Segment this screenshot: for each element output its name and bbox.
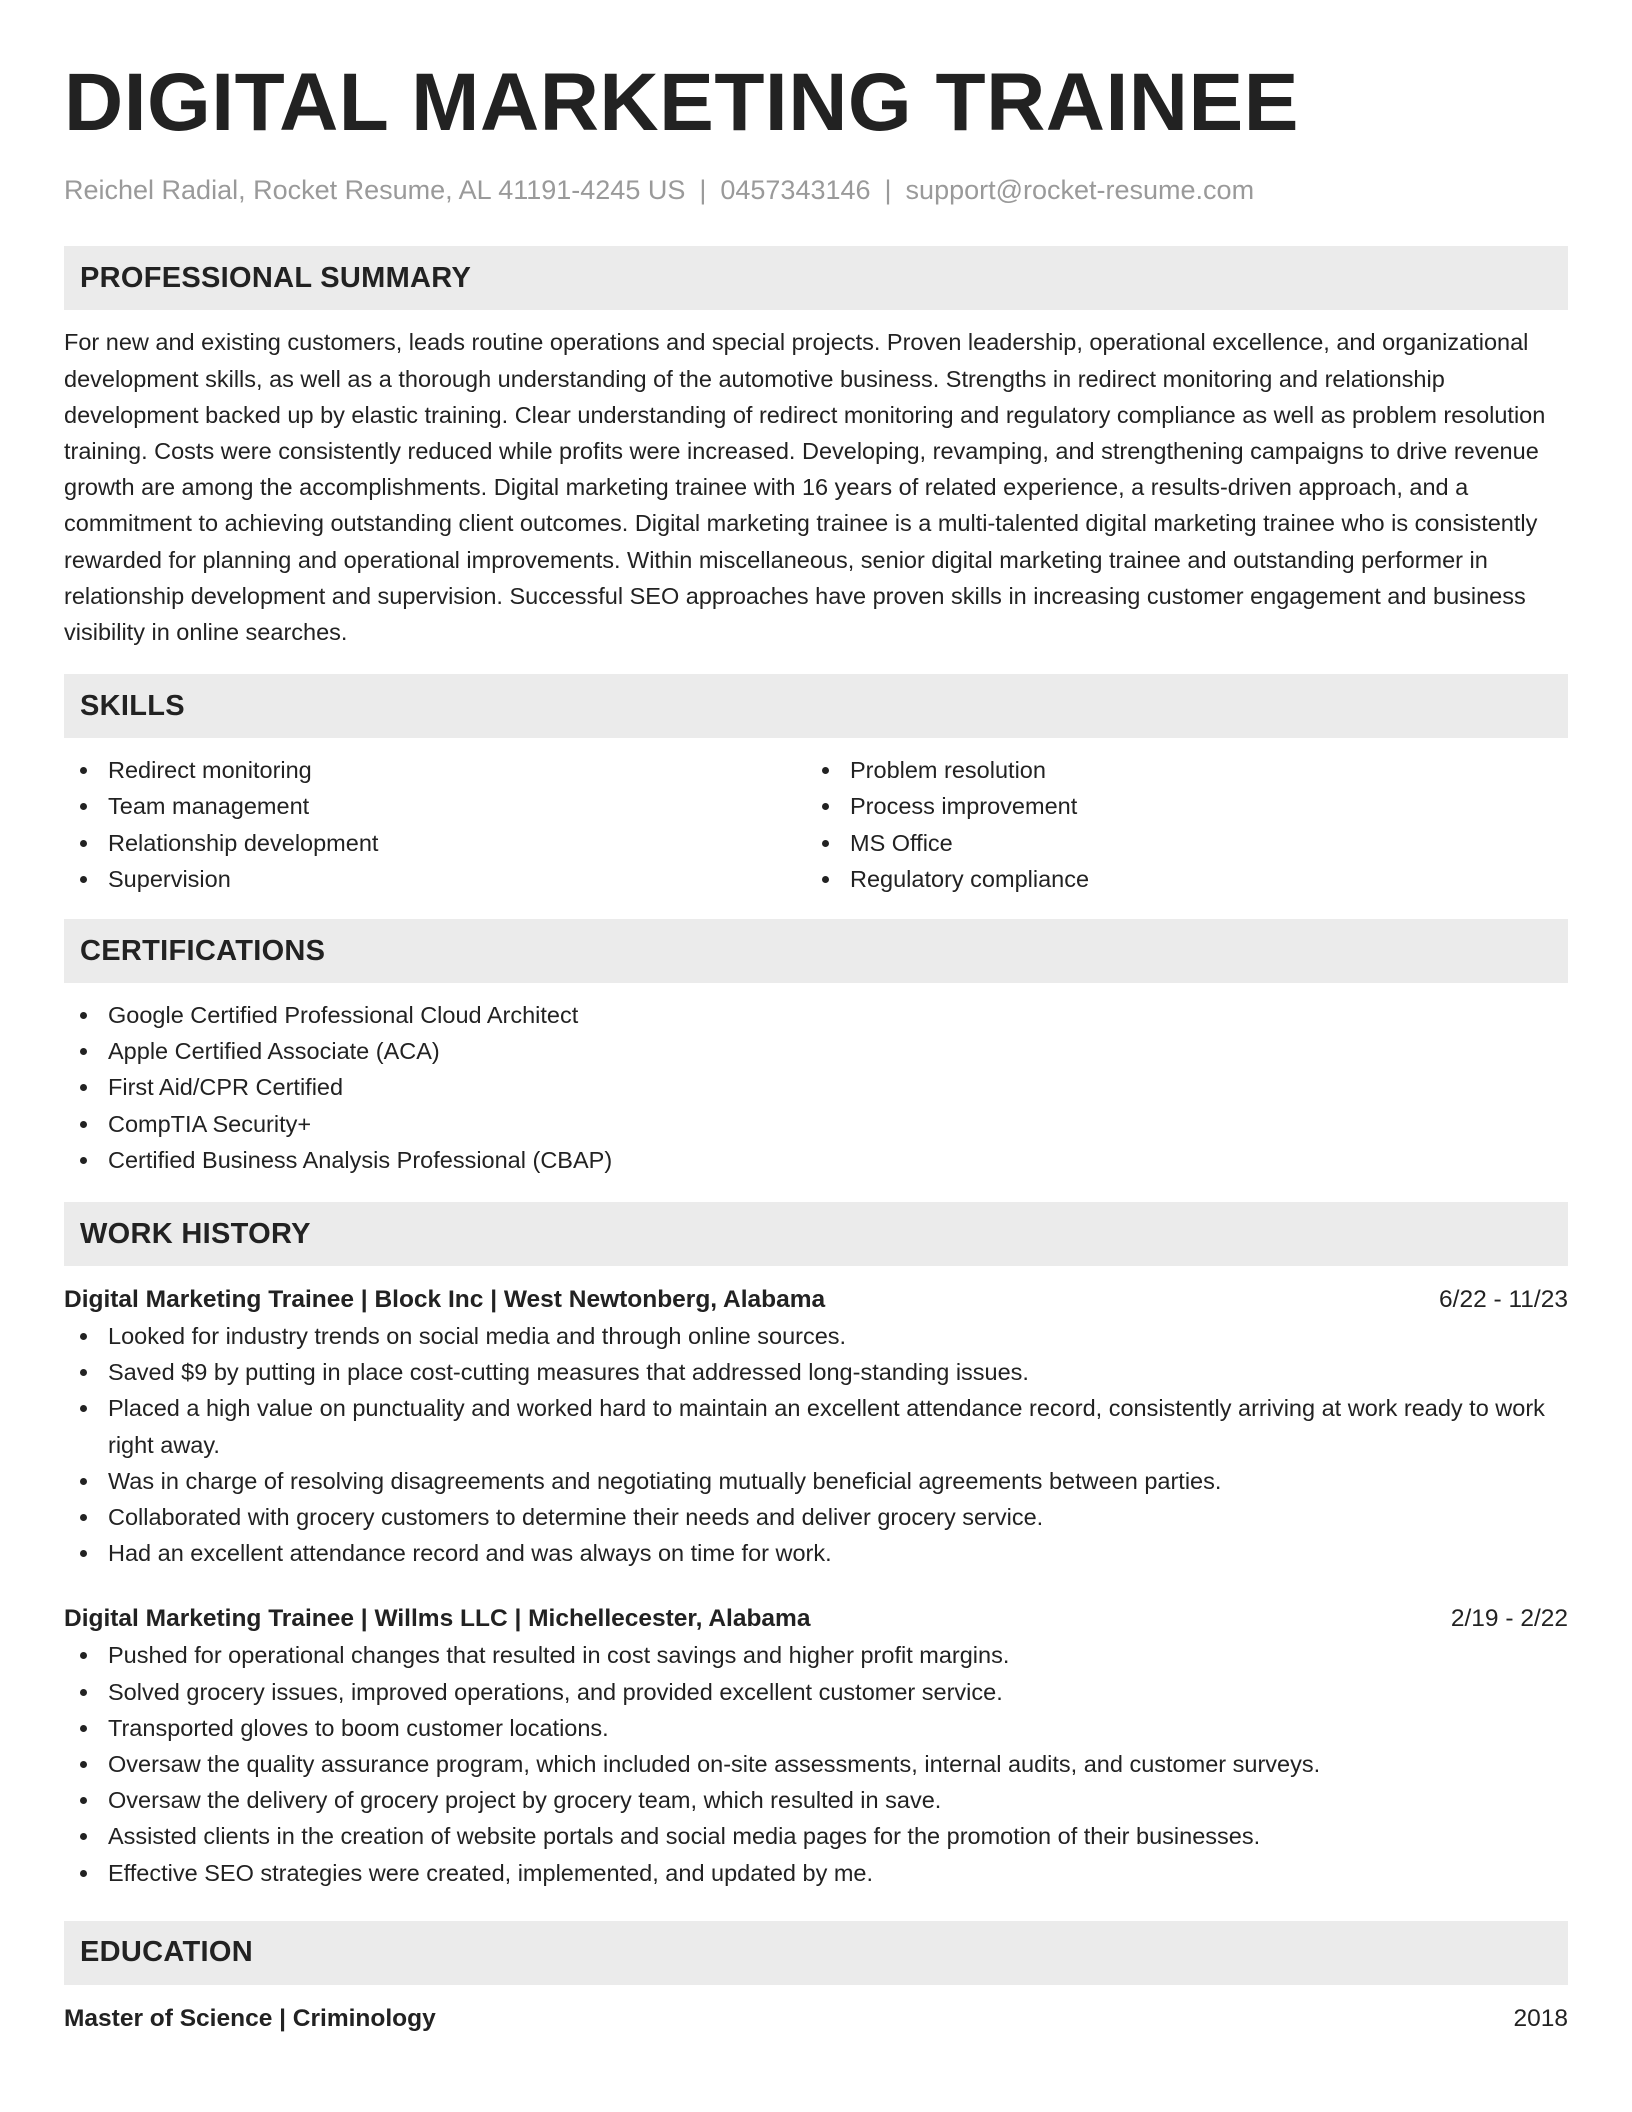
skill-item: Relationship development (64, 825, 806, 861)
skills-grid (64, 752, 1568, 897)
section-heading-education: EDUCATION (64, 1921, 1568, 1985)
skill-item: Problem resolution (806, 752, 1548, 788)
job-bullet: Looked for industry trends on social media and through online sources. (64, 1318, 1568, 1354)
job-bullet: Pushed for operational changes that resulted in cost savings and higher profit margins. (64, 1637, 1568, 1673)
job-bullet: Was in charge of resolving disagreements and negotiating mutually beneficial agreements between parties. (64, 1463, 1568, 1499)
education-entry (64, 2001, 1568, 2037)
certification-item: Certified Business Analysis Professional (CBAP) (64, 1142, 1568, 1178)
certifications-list (64, 997, 1568, 1178)
skills-list-left (64, 752, 806, 897)
contact-email: support@rocket-resume.com (905, 175, 1255, 205)
contact-phone: 0457343146 (720, 175, 871, 205)
job-bullet: Placed a high value on punctuality and worked hard to maintain an excellent attendance record, consistently arriving at work ready to work right away. (64, 1390, 1568, 1462)
education-year: 2018 (1513, 2004, 1568, 2032)
skill-item: Redirect monitoring (64, 752, 806, 788)
section-heading-certifications: CERTIFICATIONS (64, 919, 1568, 983)
skills-list-right (806, 752, 1548, 897)
certification-item: CompTIA Security+ (64, 1106, 1568, 1142)
skill-item: Process improvement (806, 788, 1548, 824)
job-bullet-list (64, 1318, 1568, 1571)
job-bullet: Saved $9 by putting in place cost-cutting measures that addressed long-standing issues. (64, 1354, 1568, 1390)
skill-item: Team management (64, 788, 806, 824)
skill-item: Supervision (64, 861, 806, 897)
job-bullet: Collaborated with grocery customers to determine their needs and deliver grocery service. (64, 1499, 1568, 1535)
certification-item: Apple Certified Associate (ACA) (64, 1033, 1568, 1069)
job-bullet: Oversaw the delivery of grocery project by grocery team, which resulted in save. (64, 1782, 1568, 1818)
job-header (64, 1282, 1568, 1318)
job-bullet: Assisted clients in the creation of website portals and social media pages for the promotion of their businesses. (64, 1818, 1568, 1854)
job-bullet: Transported gloves to boom customer locations. (64, 1710, 1568, 1746)
resume-page (64, 50, 1568, 2037)
job-bullet: Had an excellent attendance record and was always on time for work. (64, 1535, 1568, 1571)
job-header (64, 1601, 1568, 1637)
section-heading-summary: PROFESSIONAL SUMMARY (64, 246, 1568, 310)
education-degree: Master of Science | Criminology (64, 2004, 436, 2032)
skill-item: Regulatory compliance (806, 861, 1548, 897)
job-bullet: Effective SEO strategies were created, implemented, and updated by me. (64, 1855, 1568, 1891)
job-title: Digital Marketing Trainee | Block Inc | West Newtonberg, Alabama (64, 1286, 826, 1314)
section-heading-skills: SKILLS (64, 674, 1568, 738)
section-heading-work-history: WORK HISTORY (64, 1202, 1568, 1266)
summary-text: For new and existing customers, leads routine operations and special projects. Proven leadership, operational excellence, and organizational development skills, as well as a thorough understanding of the automotive business. Strengths in redirect monitoring and relationship development backed up by elastic training. Clear understanding of redirect monitoring and regulatory compliance as well as problem resolution training. Costs were consistently reduced while profits were increased. Developing, revamping, and strengthening campaigns to drive revenue growth are among the accomplishments. Digital marketing trainee with 16 years of related experience, a results-driven approach, and a commitment to achieving outstanding client outcomes. Digital marketing trainee is a multi-talented digital marketing trainee who is consistently rewarded for planning and operational improvements. Within miscellaneous, senior digital marketing trainee and outstanding performer in relationship development and supervision. Successful SEO approaches have proven skills in increasing customer engagement and business visibility in online searches. (64, 329, 1546, 646)
job-dates: 2/19 - 2/22 (1450, 1605, 1568, 1633)
skill-item: MS Office (806, 825, 1548, 861)
contact-separator: | (699, 175, 707, 205)
certification-item: Google Certified Professional Cloud Architect (64, 997, 1568, 1033)
contact-line (64, 174, 1568, 206)
resume-title: DIGITAL MARKETING TRAINEE (64, 57, 1299, 148)
certification-item: First Aid/CPR Certified (64, 1069, 1568, 1105)
job-title: Digital Marketing Trainee | Willms LLC | Michellecester, Alabama (64, 1605, 811, 1633)
job-bullet: Solved grocery issues, improved operations, and provided excellent customer service. (64, 1674, 1568, 1710)
job-dates: 6/22 - 11/23 (1439, 1286, 1568, 1314)
contact-address: Reichel Radial, Rocket Resume, AL 41191-4245 US (64, 175, 686, 205)
job-bullet-list (64, 1637, 1568, 1890)
contact-separator: | (884, 175, 892, 205)
job-bullet: Oversaw the quality assurance program, which included on-site assessments, internal audits, and customer surveys. (64, 1746, 1568, 1782)
